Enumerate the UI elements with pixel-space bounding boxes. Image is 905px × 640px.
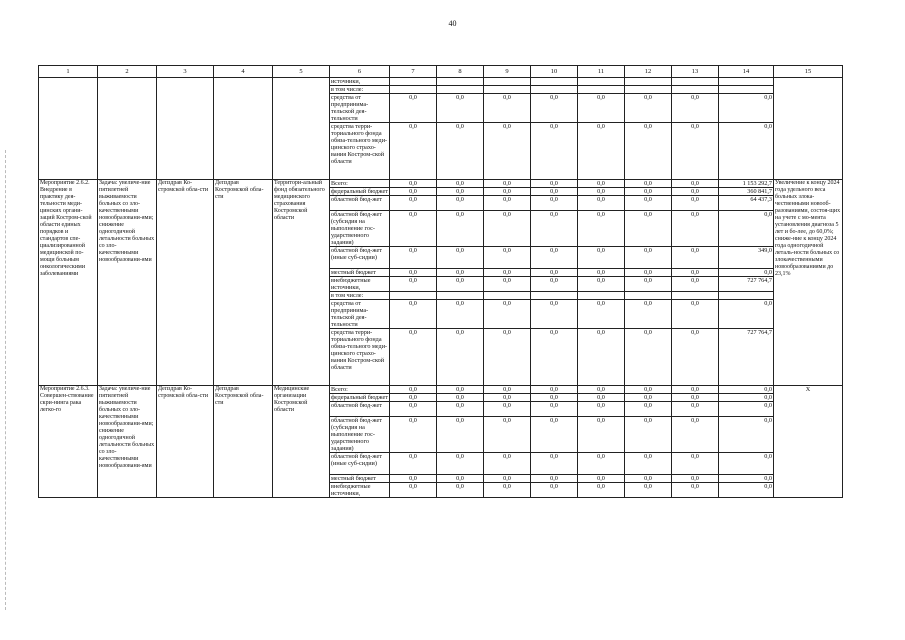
empty-cell-col3: [157, 78, 214, 180]
value-cell-col11: 0,0: [578, 180, 625, 188]
block2-col1: Мероприятие 2.6.3. Совершен-ствование скри-нинга рака легко-го: [39, 386, 98, 498]
value-cell-col14: 0,0: [719, 300, 774, 329]
value-cell-col13: 0,0: [672, 123, 719, 180]
value-cell-col8: 0,0: [437, 475, 484, 483]
block1-col2: Задача: увеличе-ние пятилетней выживаемости больных со зло-качественными новообразовани-ями; снижение одногодичной летальности больных со зло-качественными новообразовани-ями: [98, 180, 157, 386]
table-row: [39, 180, 843, 188]
value-cell-col13: [672, 292, 719, 300]
value-cell-col14: 360 841,7: [719, 188, 774, 196]
value-cell-col9: 0,0: [484, 180, 531, 188]
value-cell-col8: [437, 78, 484, 86]
value-cell-col11: 0,0: [578, 277, 625, 292]
value-cell-col8: 0,0: [437, 386, 484, 394]
value-cell-col14: 0,0: [719, 453, 774, 475]
value-cell-col14: [719, 86, 774, 94]
value-cell-col7: 0,0: [390, 386, 437, 394]
value-cell-col7: 0,0: [390, 180, 437, 188]
empty-cell-col2: [98, 78, 157, 180]
value-cell-col12: 0,0: [625, 402, 672, 417]
source-cell: областной бюд-жет: [330, 402, 390, 417]
empty-cell-col5: [273, 78, 330, 180]
value-cell-col8: 0,0: [437, 417, 484, 453]
value-cell-col12: 0,0: [625, 386, 672, 394]
source-cell: областной бюд-жет: [330, 196, 390, 211]
value-cell-col7: 0,0: [390, 417, 437, 453]
value-cell-col11: [578, 86, 625, 94]
value-cell-col10: 0,0: [531, 386, 578, 394]
block2-col2: Задача: увеличе-ние пятилетней выживаемости больных со зло-качественными новообразовани-ями; снижение одногодичной летальности больных со зло-качественными новообразовани-ями: [98, 386, 157, 498]
value-cell-col10: 0,0: [531, 123, 578, 180]
header-col-9: 9: [484, 66, 531, 78]
value-cell-col14: 0,0: [719, 211, 774, 247]
value-cell-col8: 0,0: [437, 300, 484, 329]
header-col-4: 4: [214, 66, 273, 78]
empty-cell-col4: [214, 78, 273, 180]
value-cell-col8: [437, 292, 484, 300]
value-cell-col12: [625, 78, 672, 86]
value-cell-col11: [578, 78, 625, 86]
value-cell-col12: [625, 292, 672, 300]
value-cell-col14: 0,0: [719, 475, 774, 483]
value-cell-col13: 0,0: [672, 386, 719, 394]
value-cell-col10: 0,0: [531, 453, 578, 475]
block1-col1: Мероприятие 2.6.2. Внедрение в практику дея-тельности меди-цинских органи-заций Костром-ской области единых порядков и стандартов спе-циализированной медицинской по-мощи больным онкологическими заболеваниями: [39, 180, 98, 386]
value-cell-col11: 0,0: [578, 402, 625, 417]
source-cell: Всего:: [330, 180, 390, 188]
value-cell-col13: 0,0: [672, 394, 719, 402]
value-cell-col12: 0,0: [625, 300, 672, 329]
source-cell: областной бюд-жет (иные суб-сидии): [330, 453, 390, 475]
header-col-11: 11: [578, 66, 625, 78]
value-cell-col10: [531, 86, 578, 94]
value-cell-col14: 0,0: [719, 94, 774, 123]
value-cell-col9: 0,0: [484, 196, 531, 211]
header-col-2: 2: [98, 66, 157, 78]
budget-table: [38, 65, 843, 498]
value-cell-col7: 0,0: [390, 188, 437, 196]
value-cell-col10: 0,0: [531, 475, 578, 483]
value-cell-col12: 0,0: [625, 180, 672, 188]
value-cell-col11: 0,0: [578, 483, 625, 498]
value-cell-col13: 0,0: [672, 180, 719, 188]
header-col-12: 12: [625, 66, 672, 78]
value-cell-col13: [672, 78, 719, 86]
value-cell-col11: 0,0: [578, 94, 625, 123]
value-cell-col13: 0,0: [672, 211, 719, 247]
value-cell-col7: 0,0: [390, 277, 437, 292]
source-cell: средства терри-ториального фонда обяза-тельного меди-цинского страхо-вания Костром-ской области: [330, 123, 390, 180]
value-cell-col14: 0,0: [719, 123, 774, 180]
value-cell-col11: 0,0: [578, 417, 625, 453]
value-cell-col12: 0,0: [625, 277, 672, 292]
value-cell-col7: 0,0: [390, 211, 437, 247]
source-cell: областной бюд-жет (субсидия на выполнение гос-ударственного задания): [330, 417, 390, 453]
value-cell-col12: [625, 86, 672, 94]
value-cell-col10: 0,0: [531, 269, 578, 277]
value-cell-col8: 0,0: [437, 188, 484, 196]
value-cell-col7: 0,0: [390, 300, 437, 329]
value-cell-col10: 0,0: [531, 417, 578, 453]
value-cell-col7: [390, 292, 437, 300]
value-cell-col14: 0,0: [719, 483, 774, 498]
header-col-5: 5: [273, 66, 330, 78]
value-cell-col13: 0,0: [672, 269, 719, 277]
value-cell-col9: 0,0: [484, 394, 531, 402]
header-col-6: 6: [330, 66, 390, 78]
value-cell-col11: 0,0: [578, 394, 625, 402]
value-cell-col9: 0,0: [484, 402, 531, 417]
value-cell-col11: 0,0: [578, 386, 625, 394]
value-cell-col10: 0,0: [531, 277, 578, 292]
value-cell-col8: 0,0: [437, 394, 484, 402]
value-cell-col8: 0,0: [437, 483, 484, 498]
value-cell-col11: 0,0: [578, 300, 625, 329]
value-cell-col10: [531, 292, 578, 300]
empty-cell-col1: [39, 78, 98, 180]
value-cell-col13: 0,0: [672, 196, 719, 211]
value-cell-col14: 727 764,7: [719, 329, 774, 386]
value-cell-col11: [578, 292, 625, 300]
value-cell-col11: 0,0: [578, 269, 625, 277]
value-cell-col12: 0,0: [625, 453, 672, 475]
source-cell: средства терри-ториального фонда обяза-тельного меди-цинского страхо-вания Костром-ской области: [330, 329, 390, 386]
value-cell-col10: 0,0: [531, 300, 578, 329]
value-cell-col7: 0,0: [390, 247, 437, 269]
value-cell-col14: 0,0: [719, 417, 774, 453]
value-cell-col8: 0,0: [437, 329, 484, 386]
source-cell: федеральный бюджет: [331, 394, 388, 401]
empty-cell-col15: [774, 78, 843, 180]
source-cell: средства от предпринима-тельской дея-тельности: [330, 94, 390, 123]
value-cell-col7: [390, 86, 437, 94]
value-cell-col8: 0,0: [437, 196, 484, 211]
source-cell: местный бюджет: [330, 475, 390, 483]
value-cell-col13: 0,0: [672, 300, 719, 329]
block1-col5: Территори-альный фонд обязательного медицинского страхования Костромской области: [273, 180, 330, 386]
block1-col3: Депздрав Ко-стромской обла-сти: [157, 180, 214, 386]
value-cell-col13: 0,0: [672, 402, 719, 417]
value-cell-col9: 0,0: [484, 417, 531, 453]
value-cell-col10: [531, 78, 578, 86]
value-cell-col10: 0,0: [531, 94, 578, 123]
header-col-7: 7: [390, 66, 437, 78]
value-cell-col11: 0,0: [578, 188, 625, 196]
value-cell-col14: [719, 292, 774, 300]
value-cell-col8: 0,0: [437, 94, 484, 123]
value-cell-col14: 0,0: [719, 386, 774, 394]
value-cell-col8: 0,0: [437, 453, 484, 475]
value-cell-col12: 0,0: [625, 196, 672, 211]
value-cell-col7: 0,0: [390, 475, 437, 483]
source-cell: местный бюджет: [330, 269, 390, 277]
value-cell-col9: 0,0: [484, 269, 531, 277]
block2-col5: Медицинские организации Костромской области: [273, 386, 330, 498]
value-cell-col9: 0,0: [484, 211, 531, 247]
value-cell-col9: [484, 78, 531, 86]
value-cell-col11: 0,0: [578, 453, 625, 475]
value-cell-col7: [390, 78, 437, 86]
source-cell: внебюджетные источники,: [330, 277, 390, 292]
value-cell-col13: 0,0: [672, 247, 719, 269]
value-cell-col7: 0,0: [390, 196, 437, 211]
value-cell-col11: 0,0: [578, 475, 625, 483]
value-cell-col8: 0,0: [437, 123, 484, 180]
source-cell: областной бюд-жет (субсидия на выполнение гос-ударственного задания): [330, 211, 390, 247]
value-cell-col12: 0,0: [625, 417, 672, 453]
value-cell-col13: 0,0: [672, 475, 719, 483]
block2-col4: Депздрав Костромской обла-сти: [214, 386, 273, 498]
value-cell-col7: 0,0: [390, 402, 437, 417]
value-cell-col9: 0,0: [484, 277, 531, 292]
value-cell-col13: 0,0: [672, 483, 719, 498]
value-cell-col9: 0,0: [484, 94, 531, 123]
value-cell-col8: [437, 86, 484, 94]
block2-col3: Депздрав Ко-стромской обла-сти: [157, 386, 214, 498]
value-cell-col14: [719, 78, 774, 86]
value-cell-col9: 0,0: [484, 188, 531, 196]
header-col-10: 10: [531, 66, 578, 78]
value-cell-col13: 0,0: [672, 188, 719, 196]
value-cell-col11: 0,0: [578, 329, 625, 386]
value-cell-col8: 0,0: [437, 247, 484, 269]
value-cell-col13: 0,0: [672, 277, 719, 292]
value-cell-col10: 0,0: [531, 329, 578, 386]
value-cell-col10: 0,0: [531, 394, 578, 402]
source-cell: источники,: [330, 78, 390, 86]
value-cell-col7: 0,0: [390, 483, 437, 498]
value-cell-col14: 1 153 292,7: [719, 180, 774, 188]
value-cell-col12: 0,0: [625, 94, 672, 123]
value-cell-col10: 0,0: [531, 402, 578, 417]
value-cell-col12: 0,0: [625, 211, 672, 247]
header-col-14: 14: [719, 66, 774, 78]
value-cell-col12: 0,0: [625, 123, 672, 180]
source-cell: областной бюд-жет (иные суб-сидии): [330, 247, 390, 269]
value-cell-col10: 0,0: [531, 196, 578, 211]
header-row: [39, 66, 843, 78]
header-col-3: 3: [157, 66, 214, 78]
table-row: [39, 386, 843, 394]
value-cell-col8: 0,0: [437, 180, 484, 188]
value-cell-col9: 0,0: [484, 475, 531, 483]
value-cell-col13: 0,0: [672, 329, 719, 386]
value-cell-col11: 0,0: [578, 211, 625, 247]
value-cell-col14: 0,0: [719, 402, 774, 417]
table-row: [39, 78, 843, 86]
value-cell-col7: 0,0: [390, 394, 437, 402]
value-cell-col14: 64 437,3: [719, 196, 774, 211]
source-cell: федеральный бюджет: [331, 188, 388, 195]
value-cell-col12: 0,0: [625, 483, 672, 498]
value-cell-col8: 0,0: [437, 269, 484, 277]
source-cell: внебюджетные источники,: [330, 483, 390, 498]
value-cell-col11: 0,0: [578, 247, 625, 269]
value-cell-col14: 727 764,7: [719, 277, 774, 292]
value-cell-col10: 0,0: [531, 180, 578, 188]
value-cell-col9: 0,0: [484, 453, 531, 475]
value-cell-col14: 0,0: [719, 269, 774, 277]
source-cell: средства от предпринима-тельской дея-тельности: [330, 300, 390, 329]
value-cell-col9: 0,0: [484, 386, 531, 394]
value-cell-col9: 0,0: [484, 300, 531, 329]
header-col-13: 13: [672, 66, 719, 78]
value-cell-col12: 0,0: [625, 394, 672, 402]
value-cell-col9: 0,0: [484, 329, 531, 386]
value-cell-col11: 0,0: [578, 196, 625, 211]
block1-col4: Депздрав Костромской обла-сти: [214, 180, 273, 386]
value-cell-col7: 0,0: [390, 123, 437, 180]
value-cell-col12: 0,0: [625, 188, 672, 196]
value-cell-col13: [672, 86, 719, 94]
block2-result: X: [774, 386, 843, 498]
value-cell-col12: 0,0: [625, 329, 672, 386]
value-cell-col10: 0,0: [531, 247, 578, 269]
header-col-15: 15: [774, 66, 843, 78]
value-cell-col13: 0,0: [672, 453, 719, 475]
value-cell-col11: 0,0: [578, 123, 625, 180]
value-cell-col8: 0,0: [437, 402, 484, 417]
value-cell-col12: 0,0: [625, 475, 672, 483]
value-cell-col12: 0,0: [625, 269, 672, 277]
source-cell: в том числе:: [330, 292, 390, 300]
value-cell-col12: 0,0: [625, 247, 672, 269]
value-cell-col7: 0,0: [390, 329, 437, 386]
header-col-8: 8: [437, 66, 484, 78]
value-cell-col14: 349,0: [719, 247, 774, 269]
value-cell-col10: 0,0: [531, 188, 578, 196]
value-cell-col9: [484, 86, 531, 94]
value-cell-col8: 0,0: [437, 277, 484, 292]
value-cell-col14: 0,0: [719, 394, 774, 402]
value-cell-col13: 0,0: [672, 94, 719, 123]
source-cell: в том числе:: [330, 86, 390, 94]
value-cell-col9: 0,0: [484, 247, 531, 269]
value-cell-col10: 0,0: [531, 483, 578, 498]
value-cell-col8: 0,0: [437, 211, 484, 247]
scan-margin-line: [5, 150, 7, 610]
page-number: 40: [448, 19, 457, 28]
value-cell-col7: 0,0: [390, 453, 437, 475]
value-cell-col13: 0,0: [672, 417, 719, 453]
value-cell-col7: 0,0: [390, 94, 437, 123]
value-cell-col9: [484, 292, 531, 300]
source-cell: Всего:: [330, 386, 390, 394]
value-cell-col9: 0,0: [484, 483, 531, 498]
block1-result: Увеличение к концу 2024 года удельного веса больных злока-чественными новооб-разованиями, состоя-щих на учете с мо-мента установления диагноза 5 лет и бо-лее, до 60,0%; сниже-ние к концу 2024 года одногодичной леталь-ности больных со злокачественными новообразованиями до 23,1%: [774, 180, 843, 386]
value-cell-col9: 0,0: [484, 123, 531, 180]
value-cell-col7: 0,0: [390, 269, 437, 277]
value-cell-col10: 0,0: [531, 211, 578, 247]
header-col-1: 1: [39, 66, 98, 78]
